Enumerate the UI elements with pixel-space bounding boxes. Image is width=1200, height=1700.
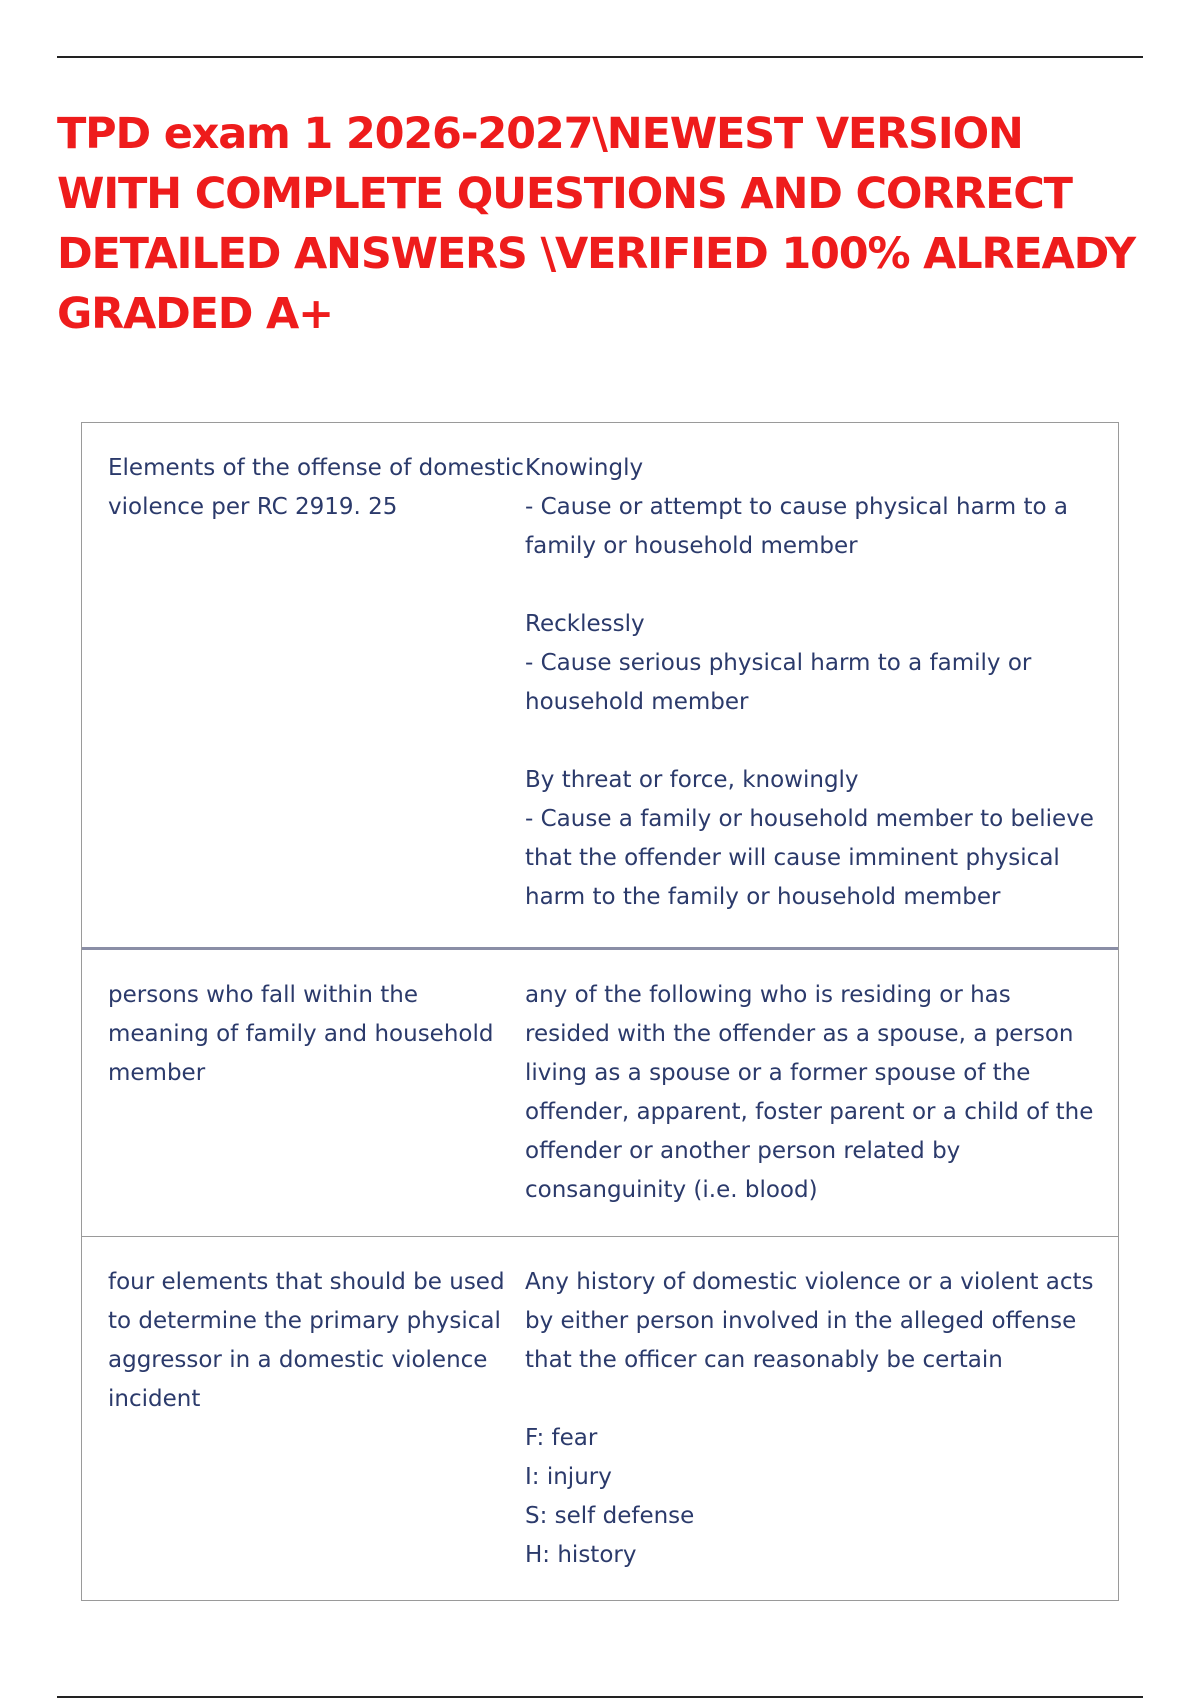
- flashcard-row: [82, 423, 1118, 947]
- flashcard-term: persons who fall within the meaning of family and household member: [108, 982, 494, 1086]
- definition-line: Any history of domestic violence or a violent acts by either person involved in the alleged offense that the officer can reasonably be certain: [525, 1269, 1094, 1373]
- document-title: TPD exam 1 2026-2027\NEWEST VERSION WITH COMPLETE QUESTIONS AND CORRECT DETAILED ANSWERS \VERIFIED 100% ALREADY GRADED A+: [57, 109, 1135, 339]
- flashcard-definition: [525, 423, 1118, 947]
- footer-rule: [57, 1696, 1143, 1698]
- definition-line: any of the following who is residing or has resided with the offender as a spouse, a person living as a spouse or a former spouse of the offender, apparent, foster parent or a child of the offender or another person related by consanguinity (i.e. blood): [525, 982, 1094, 1203]
- definition-line: Recklessly: [525, 611, 645, 637]
- definition-paragraph: [525, 1263, 1098, 1380]
- flashcard-row: [82, 1236, 1118, 1600]
- definition-line: - Cause a family or household member to believe that the offender will cause imminent physical harm to the family or household member: [525, 806, 1094, 910]
- flashcard-row: [82, 947, 1118, 1236]
- definition-line: I: injury: [525, 1464, 612, 1490]
- definition-line: - Cause or attempt to cause physical harm to a family or household member: [525, 494, 1068, 559]
- flashcard-term: Elements of the offense of domestic violence per RC 2919. 25: [108, 455, 524, 520]
- definition-line: F: fear: [525, 1425, 598, 1451]
- definition-line: By threat or force, knowingly: [525, 767, 859, 793]
- flashcard-table: [81, 422, 1119, 1601]
- definition-line: - Cause serious physical harm to a family or household member: [525, 650, 1032, 715]
- definition-paragraph: [525, 976, 1098, 1210]
- definition-line: H: history: [525, 1542, 637, 1568]
- flashcard-definition: [525, 1237, 1118, 1600]
- header-rule: [57, 56, 1143, 58]
- flashcard-term: four elements that should be used to determine the primary physical aggressor in a domestic violence incident: [108, 1269, 505, 1412]
- definition-paragraph: [525, 761, 1098, 917]
- definition-line: S: self defense: [525, 1503, 695, 1529]
- definition-line: Knowingly: [525, 455, 644, 481]
- definition-paragraph: [525, 605, 1098, 722]
- flashcard-definition: [525, 950, 1118, 1236]
- definition-paragraph: [525, 1419, 1098, 1575]
- definition-paragraph: [525, 449, 1098, 566]
